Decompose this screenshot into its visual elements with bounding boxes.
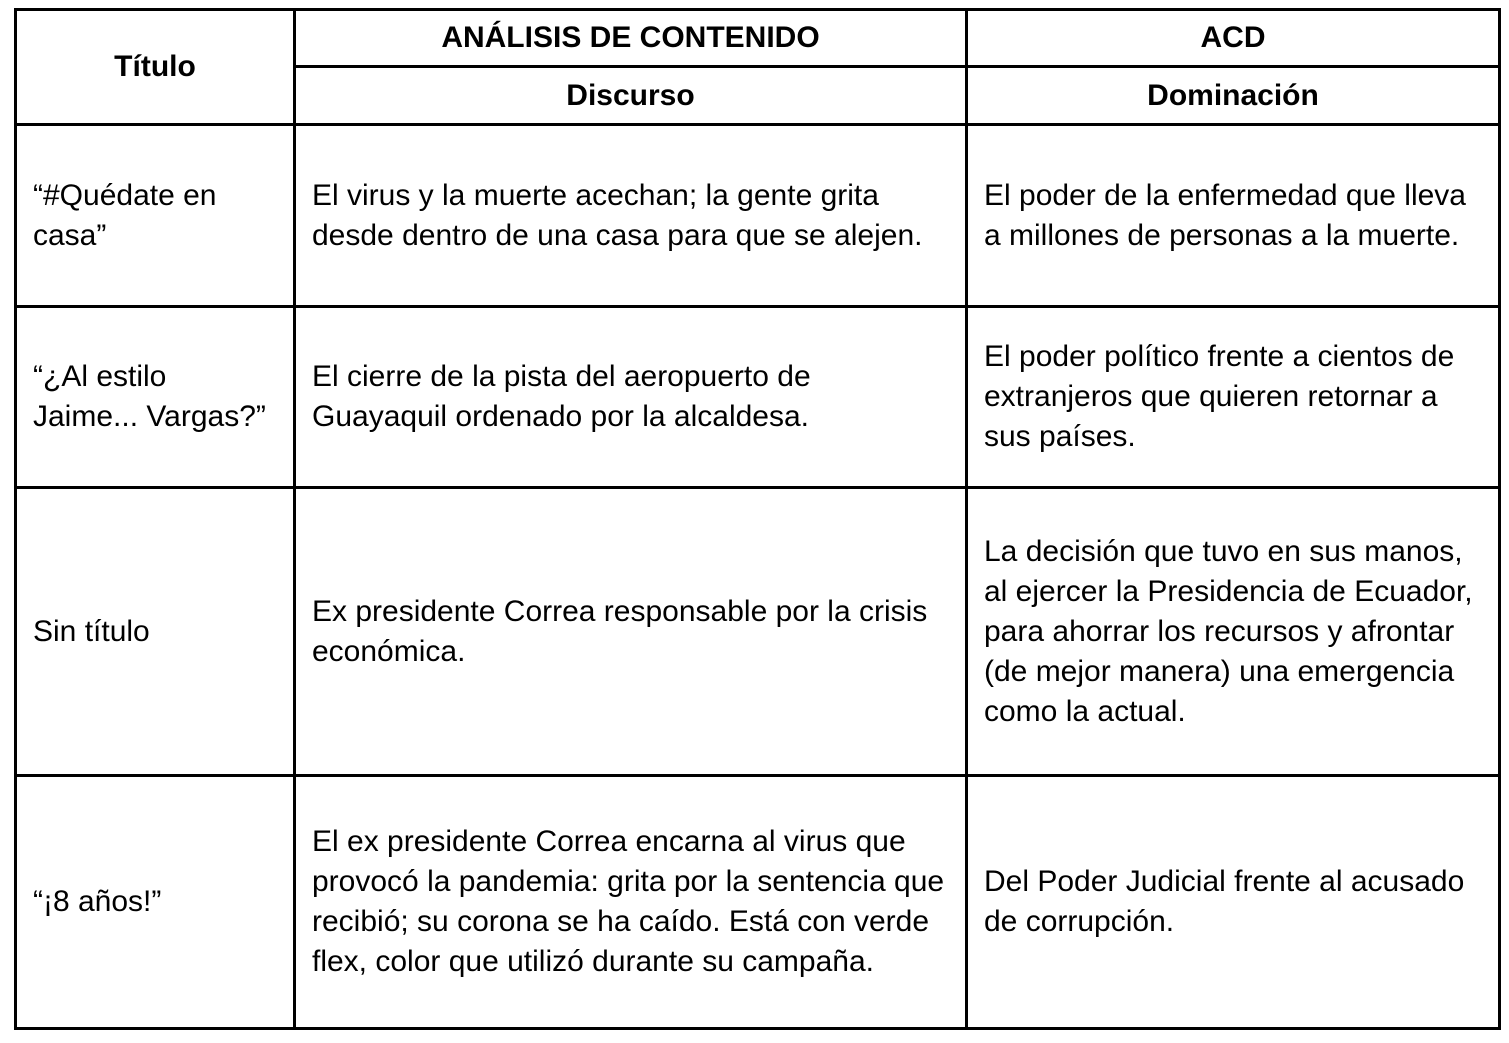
table-row	[16, 488, 1500, 776]
table-row	[16, 776, 1500, 1029]
table-row	[16, 307, 1500, 488]
header-group-content-analysis: ANÁLISIS DE CONTENIDO	[295, 10, 967, 67]
row-discourse-cell: Ex presidente Correa responsable por la crisis económica.	[295, 488, 967, 776]
header-domination: Dominación	[967, 67, 1500, 125]
row-domination-cell: La decisión que tuvo en sus manos, al ejercer la Presidencia de Ecuador, para ahorrar los recursos y afrontar (de mejor manera) una emergencia como la actual.	[967, 488, 1500, 776]
row-discourse-cell: El cierre de la pista del aeropuerto de Guayaquil ordenado por la alcaldesa.	[295, 307, 967, 488]
row-title-cell: “#Quédate en casa”	[16, 125, 295, 307]
table-header	[16, 10, 1500, 125]
table-row	[16, 125, 1500, 307]
row-title-cell: “¡8 años!”	[16, 776, 295, 1029]
row-domination-cell: Del Poder Judicial frente al acusado de corrupción.	[967, 776, 1500, 1029]
analysis-table	[14, 8, 1501, 1030]
header-row-groups	[16, 10, 1500, 67]
header-group-acd: ACD	[967, 10, 1500, 67]
header-discourse: Discurso	[295, 67, 967, 125]
table-body	[16, 125, 1500, 1029]
row-title-cell: Sin título	[16, 488, 295, 776]
row-domination-cell: El poder político frente a cientos de extranjeros que quieren retornar a sus países.	[967, 307, 1500, 488]
row-discourse-cell: El virus y la muerte acechan; la gente grita desde dentro de una casa para que se alejen.	[295, 125, 967, 307]
header-title: Título	[16, 10, 295, 125]
row-domination-cell: El poder de la enfermedad que lleva a millones de personas a la muerte.	[967, 125, 1500, 307]
row-discourse-cell: El ex presidente Correa encarna al virus que provocó la pandemia: grita por la sentencia que recibió; su corona se ha caído. Está con verde flex, color que utilizó durante su campaña.	[295, 776, 967, 1029]
row-title-cell: “¿Al estilo Jaime... Vargas?”	[16, 307, 295, 488]
